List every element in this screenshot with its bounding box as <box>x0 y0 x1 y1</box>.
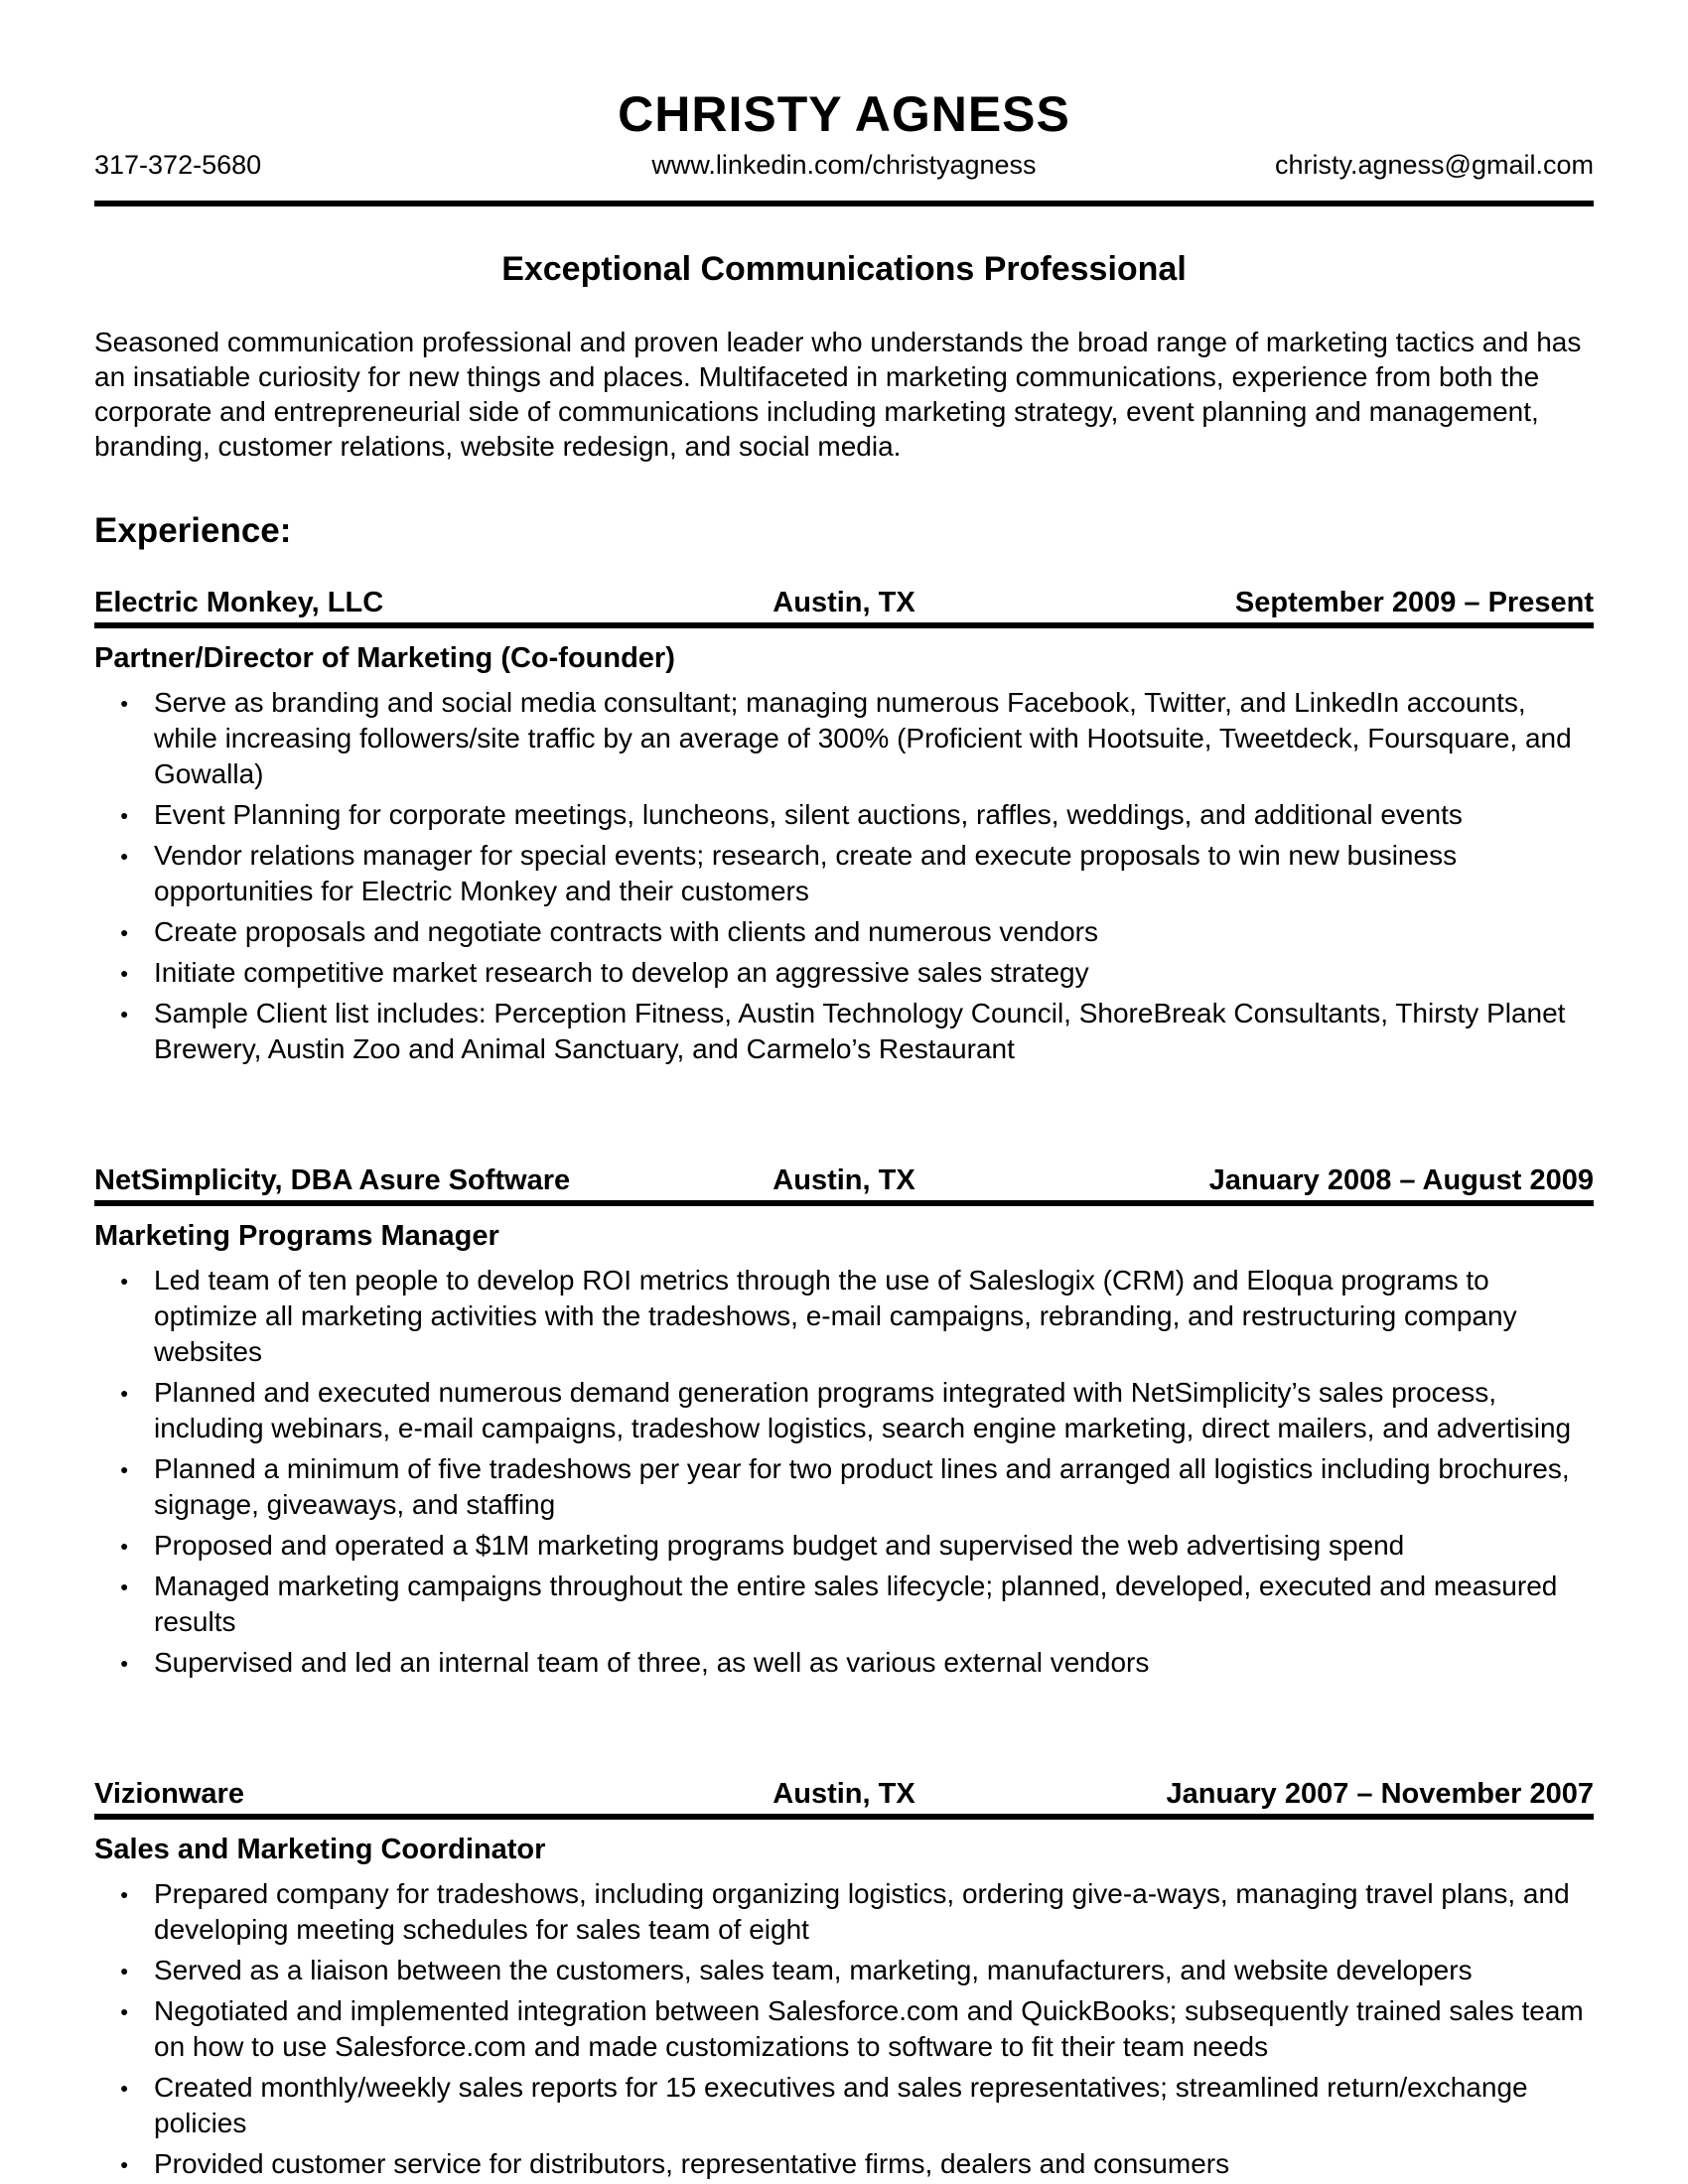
contact-row <box>94 150 1594 181</box>
bullet-item: ● Proposed and operated a $1M marketing programs budget and supervised the web advertising spend <box>154 1528 1594 1564</box>
job-section-netsimplicity <box>94 1164 1594 1681</box>
job-dates: January 2008 – August 2009 <box>1208 1164 1594 1196</box>
experience-heading: Experience: <box>94 511 292 550</box>
job-bullet-list <box>94 1263 1594 1681</box>
bullet-item: ● Serve as branding and social media consultant; managing numerous Facebook, Twitter, and LinkedIn accounts, while increasing followers/site traffic by an average of 300% (Proficient with Hootsuite, Tweetdeck, Foursquare, and Gowalla) <box>154 685 1594 792</box>
bullet-item: ● Planned and executed numerous demand generation programs integrated with NetSimplicity’s sales process, including webinars, e-mail campaigns, tradeshow logistics, search engine marketing, direct mailers, and advertising <box>154 1375 1594 1446</box>
bullet-item: ● Led team of ten people to develop ROI metrics through the use of Saleslogix (CRM) and Eloqua programs to optimize all marketing activities with the tradeshows, e-mail campaigns, rebranding, and restructuring company websites <box>154 1263 1594 1370</box>
linkedin-url: www.linkedin.com/christyagness <box>651 150 1037 180</box>
job-location: Austin, TX <box>773 1778 915 1810</box>
bullet-item: ● Sample Client list includes: Perception Fitness, Austin Technology Council, ShoreBreak Consultants, Thirsty Planet Brewery, Austin Zoo and Animal Sanctuary, and Carmelo’s Restaurant <box>154 996 1594 1067</box>
bullet-item: ● Vendor relations manager for special events; research, create and execute proposals to win new business opportunities for Electric Monkey and their customers <box>154 838 1594 909</box>
job-header <box>94 1778 1594 1820</box>
phone-number: 317-372-5680 <box>94 150 262 180</box>
bullet-item: ● Event Planning for corporate meetings, luncheons, silent auctions, raffles, weddings, and additional events <box>154 797 1594 833</box>
summary-paragraph: Seasoned communication professional and proven leader who understands the broad range of marketing tactics and has an insatiable curiosity for new things and places. Multifaceted in marketing communications, experience from both the corporate and entrepreneurial side of communications including marketing strategy, event planning and management, branding, customer relations, website redesign, and social media. <box>94 327 1582 462</box>
email-address: christy.agness@gmail.com <box>1274 150 1594 180</box>
bullet-item: ● Served as a liaison between the customers, sales team, marketing, manufacturers, and website developers <box>154 1953 1594 1988</box>
bullet-item: ● Planned a minimum of five tradeshows per year for two product lines and arranged all logistics including brochures, signage, giveaways, and staffing <box>154 1451 1594 1523</box>
bullet-item: ● Initiate competitive market research to develop an aggressive sales strategy <box>154 955 1594 991</box>
bullet-item: ● Managed marketing campaigns throughout the entire sales lifecycle; planned, developed, executed and measured results <box>154 1569 1594 1640</box>
job-bullet-list <box>94 685 1594 1067</box>
job-title: Sales and Marketing Coordinator <box>94 1834 546 1865</box>
job-section-electric-monkey <box>94 587 1594 1067</box>
company-name: Electric Monkey, LLC <box>94 587 384 618</box>
job-header <box>94 587 1594 628</box>
company-name: Vizionware <box>94 1778 244 1810</box>
bullet-item: ● Prepared company for tradeshows, including organizing logistics, ordering give-a-ways, managing travel plans, and developing meeting schedules for sales team of eight <box>154 1876 1594 1948</box>
job-title: Marketing Programs Manager <box>94 1220 499 1252</box>
candidate-name: CHRISTY AGNESS <box>618 86 1070 142</box>
company-name: NetSimplicity, DBA Asure Software <box>94 1164 571 1196</box>
job-title: Partner/Director of Marketing (Co-founder) <box>94 642 675 674</box>
job-section-vizionware <box>94 1778 1594 2182</box>
bullet-item: ● Negotiated and implemented integration between Salesforce.com and QuickBooks; subsequently trained sales team on how to use Salesforce.com and made customizations to software to fit their team needs <box>154 1993 1594 2065</box>
bullet-item: ● Create proposals and negotiate contracts with clients and numerous vendors <box>154 914 1594 950</box>
headline: Exceptional Communications Professional <box>501 250 1187 288</box>
header-divider <box>94 201 1594 206</box>
bullet-item: ● Provided customer service for distributors, representative firms, dealers and consumers <box>154 2146 1594 2182</box>
job-location: Austin, TX <box>773 587 915 618</box>
bullet-item: ● Created monthly/weekly sales reports for 15 executives and sales representatives; streamlined return/exchange policies <box>154 2070 1594 2141</box>
job-header <box>94 1164 1594 1206</box>
job-dates: September 2009 – Present <box>1234 587 1594 618</box>
job-bullet-list <box>94 1876 1594 2182</box>
job-location: Austin, TX <box>773 1164 915 1196</box>
job-dates: January 2007 – November 2007 <box>1166 1778 1594 1810</box>
bullet-item: ● Supervised and led an internal team of three, as well as various external vendors <box>154 1645 1594 1681</box>
